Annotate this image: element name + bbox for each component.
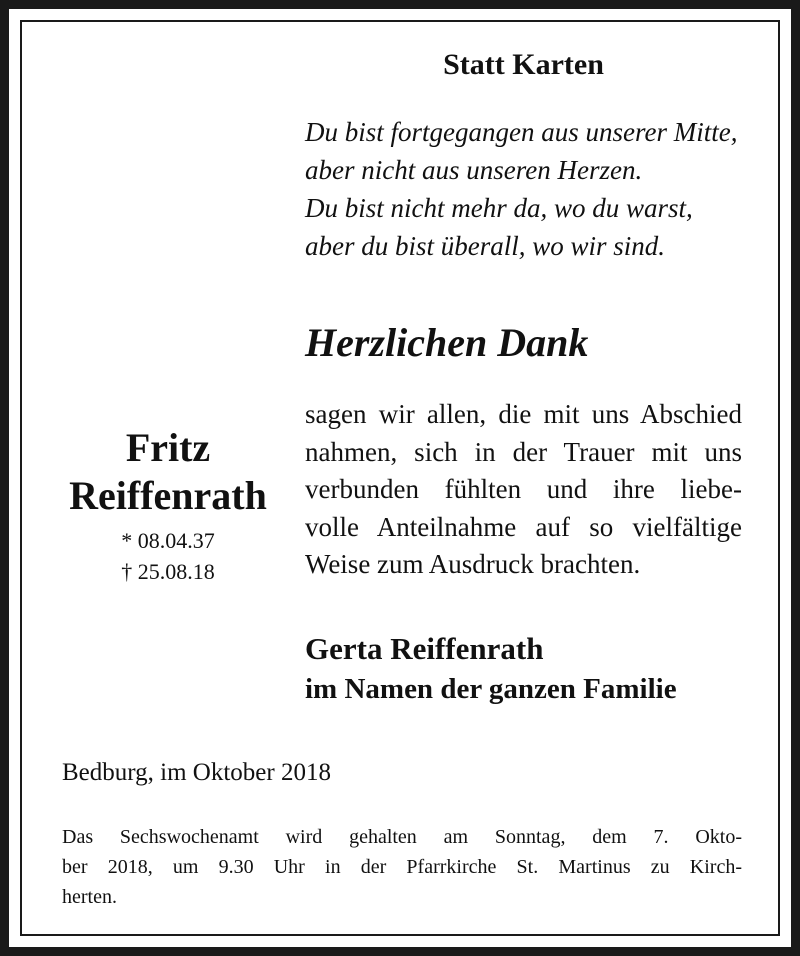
notice-line: Das Sechswochenamt wird gehalten am Sonntag, dem 7. Okto-	[62, 826, 742, 848]
signer	[305, 629, 677, 709]
notice-line: herten.	[62, 886, 117, 908]
death-date: † 25.08.18	[121, 559, 215, 584]
poem	[305, 113, 737, 265]
signer-family: im Namen der ganzen Familie	[305, 673, 677, 705]
birth-date: * 08.04.37	[121, 528, 215, 553]
thanks-line: volle Anteilnahme auf so vielfältige	[305, 511, 742, 542]
thanks-text	[305, 396, 742, 584]
poem-line: Du bist fortgegangen aus unserer Mitte,	[305, 117, 738, 147]
deceased-name	[55, 424, 281, 520]
place-date: Bedburg, im Oktober 2018	[62, 759, 331, 786]
thanks-line: nahmen, sich in der Trauer mit uns	[305, 436, 742, 467]
header-title: Statt Karten	[443, 48, 604, 81]
thanks-line: Weise zum Ausdruck brachten.	[305, 549, 641, 579]
notice-line: ber 2018, um 9.30 Uhr in der Pfarrkirche St. Martinus zu Kirch-	[62, 856, 742, 878]
deceased-first-name: Fritz	[125, 425, 211, 470]
thanks-line: verbunden fühlten und ihre liebe-	[305, 474, 742, 504]
signer-name: Gerta Reiffenrath	[305, 631, 544, 666]
life-dates	[55, 525, 281, 587]
service-notice	[62, 822, 742, 912]
poem-line: aber du bist überall, wo wir sind.	[305, 231, 666, 261]
thanks-line: sagen wir allen, die mit uns Abschied	[305, 399, 742, 429]
thanks-heading: Herzlichen Dank	[305, 320, 589, 365]
deceased-last-name: Reiffenrath	[69, 473, 267, 518]
poem-line: aber nicht aus unseren Herzen.	[305, 155, 643, 185]
poem-line: Du bist nicht mehr da, wo du warst,	[305, 193, 693, 223]
